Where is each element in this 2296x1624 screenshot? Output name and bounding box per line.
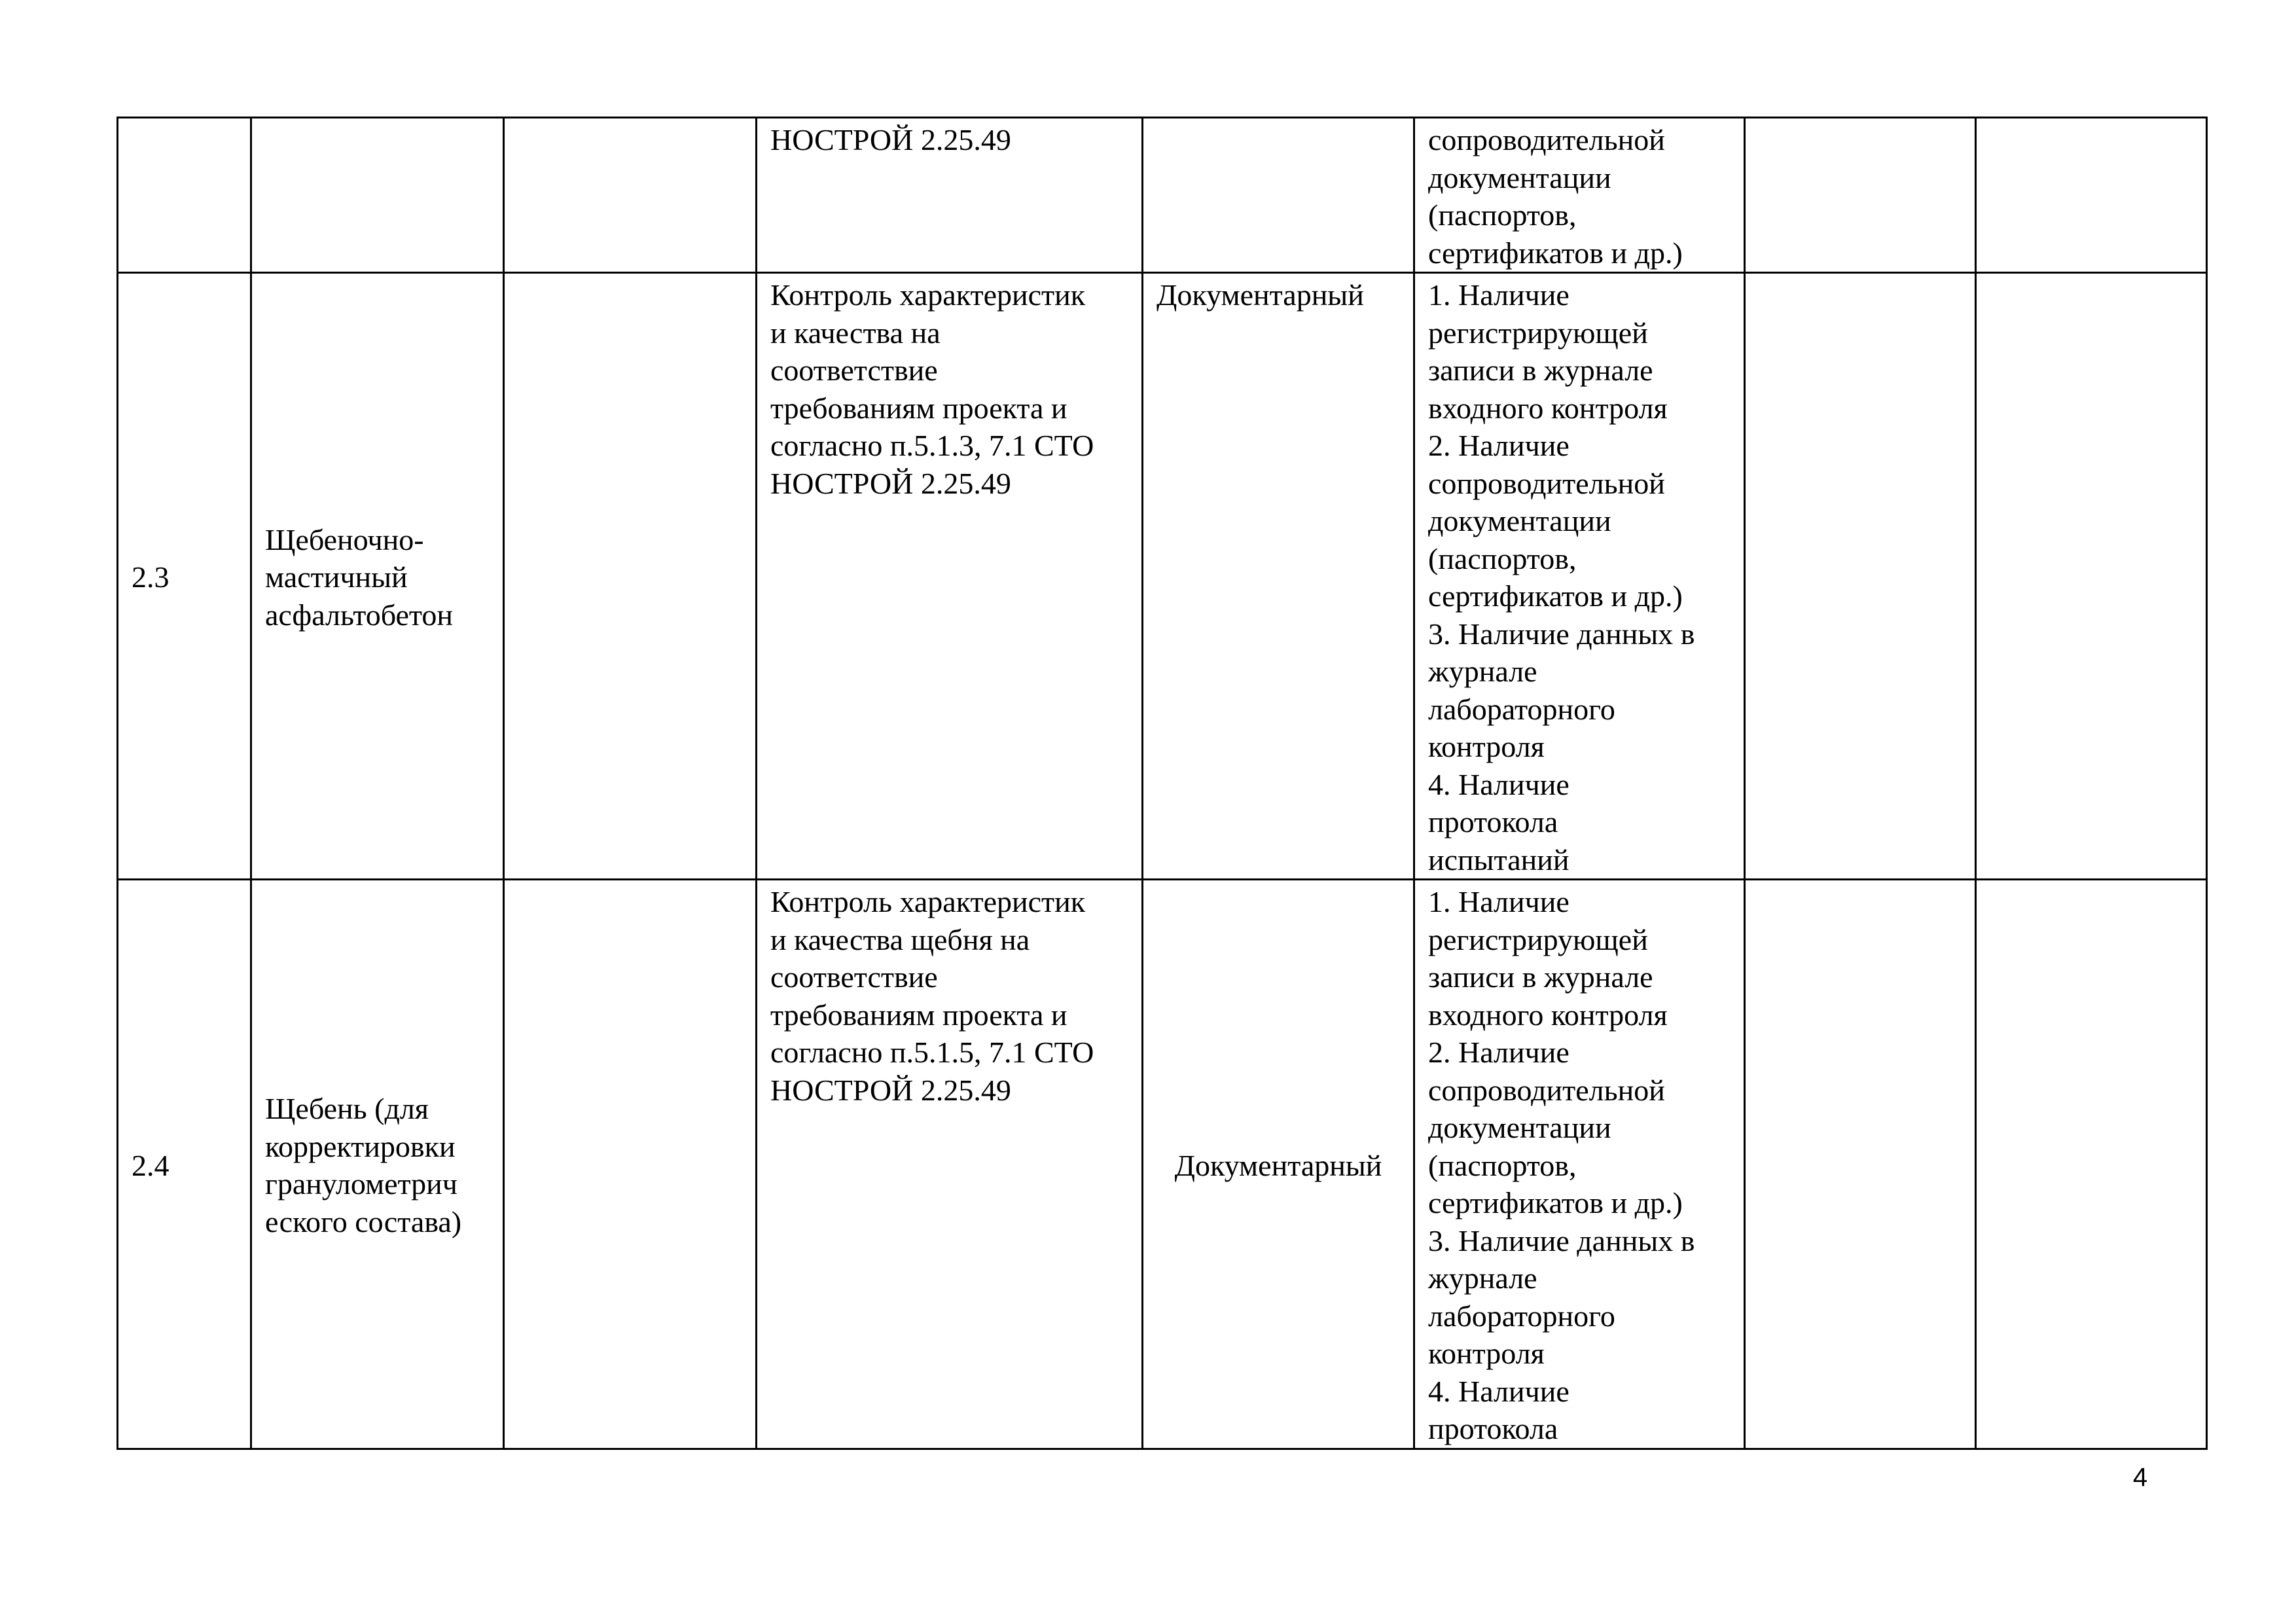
table-row — [118, 118, 2207, 273]
required-documents-cell: сопроводительной документации (паспортов, сертификатов и др.) — [1414, 118, 1745, 273]
table-row — [118, 880, 2207, 1449]
required-documents-cell: 1. Наличие регистрирующей записи в журнале входного контроля 2. Наличие сопроводительной документации (паспортов, сертификатов и др.) 3. Наличие данных в журнале лабораторного контроля 4. Наличие протокола — [1414, 880, 1745, 1449]
control-method-cell — [1143, 118, 1414, 273]
control-method-cell: Документарный — [1143, 273, 1414, 880]
empty-cell — [1745, 118, 1976, 273]
material-name-cell — [251, 118, 504, 273]
table-row — [118, 273, 2207, 880]
control-description-cell: Контроль характеристик и качества на соответствие требованиям проекта и согласно п.5.1.3, 7.1 СТО НОСТРОЙ 2.25.49 — [757, 273, 1143, 880]
control-method-cell: Документарный — [1143, 880, 1414, 1449]
material-name-cell: Щебеночно- мастичный асфальтобетон — [251, 273, 504, 880]
control-description-cell: НОСТРОЙ 2.25.49 — [757, 118, 1143, 273]
row-number-cell — [118, 118, 251, 273]
row-number-cell: 2.4 — [118, 880, 251, 1449]
inspection-table — [117, 117, 2208, 1450]
empty-cell — [1745, 880, 1976, 1449]
material-name-cell: Щебень (для корректировки гранулометрич еского состава) — [251, 880, 504, 1449]
empty-cell — [504, 880, 757, 1449]
empty-cell — [1745, 273, 1976, 880]
empty-cell — [504, 118, 757, 273]
control-description-cell: Контроль характеристик и качества щебня на соответствие требованиям проекта и согласно п.5.1.5, 7.1 СТО НОСТРОЙ 2.25.49 — [757, 880, 1143, 1449]
empty-cell — [1976, 118, 2207, 273]
empty-cell — [504, 273, 757, 880]
empty-cell — [1976, 880, 2207, 1449]
row-number-cell: 2.3 — [118, 273, 251, 880]
required-documents-cell: 1. Наличие регистрирующей записи в журнале входного контроля 2. Наличие сопроводительной документации (паспортов, сертификатов и др.) 3. Наличие данных в журнале лабораторного контроля 4. Наличие протокола испытаний — [1414, 273, 1745, 880]
empty-cell — [1976, 273, 2207, 880]
page-number: 4 — [2132, 1463, 2148, 1492]
